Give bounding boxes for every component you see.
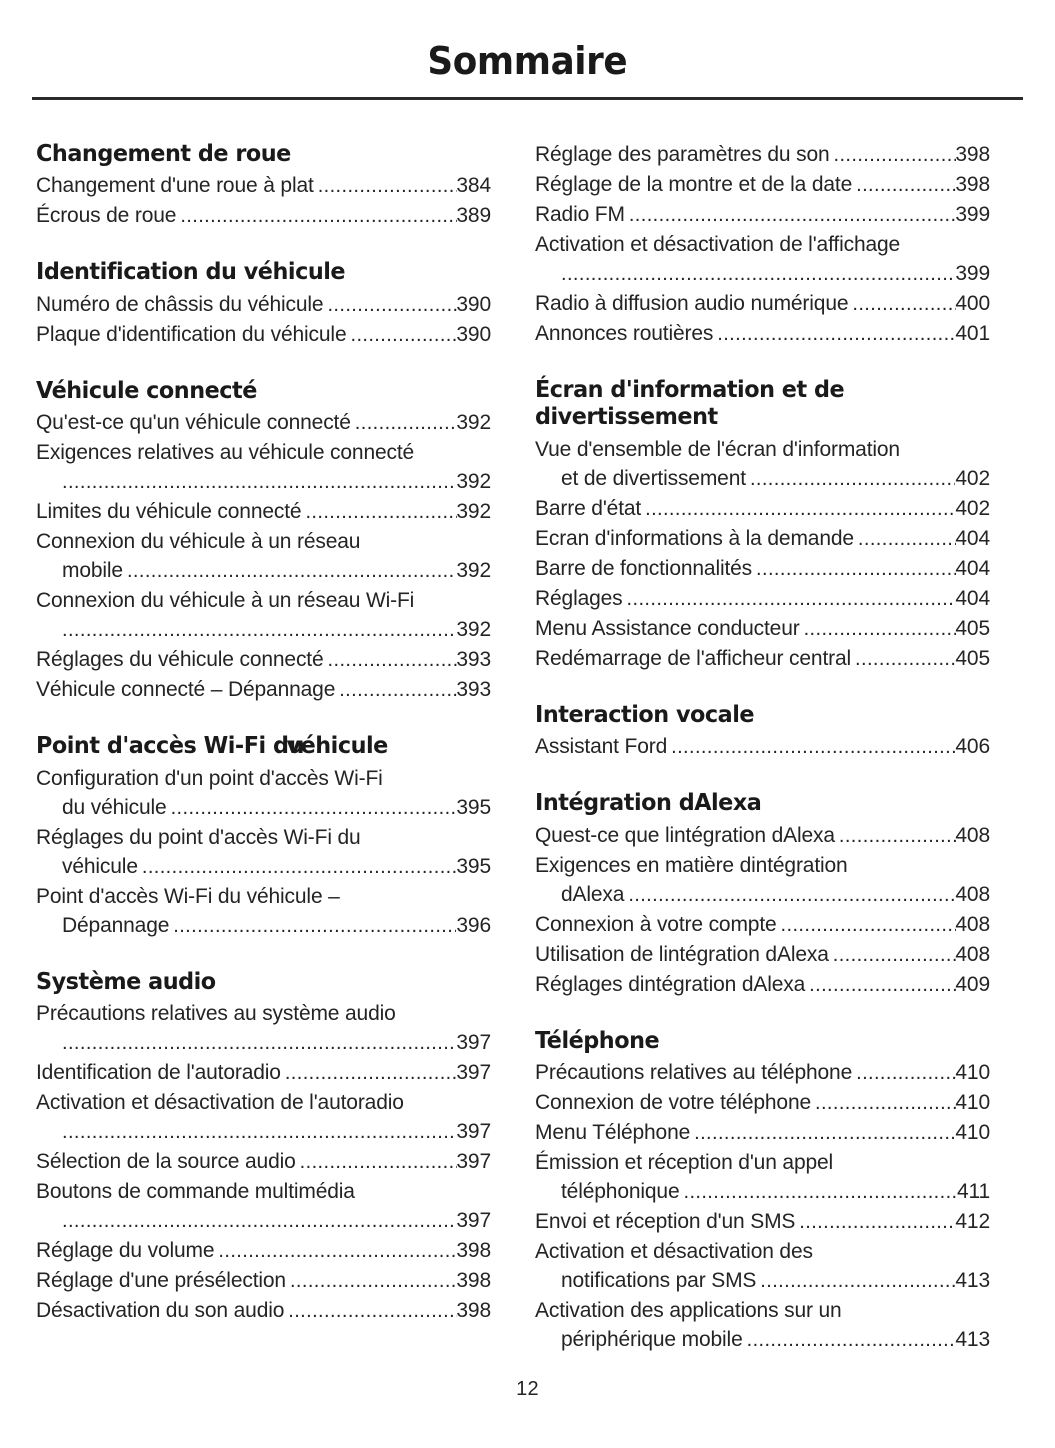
toc-entry-label: Connexion du véhicule à un réseau Wi-Fi [36,589,415,613]
toc-entry-line [535,1207,990,1237]
toc-entry-line [36,171,491,201]
toc-section [535,701,990,762]
leader-dots [856,1059,956,1088]
leader-dots [756,555,956,584]
toc-entry[interactable] [535,851,990,910]
toc-entry-line [535,319,990,349]
leader-dots [561,260,955,289]
leader-dots [127,557,456,586]
toc-section [36,140,491,231]
toc-entry-page-number: 408 [955,823,990,847]
toc-entry-label: Précautions relatives au téléphone [535,1061,853,1085]
toc-entry-label: Configuration d'un point d'accès Wi-Fi [36,766,383,790]
toc-entry-line [535,170,990,200]
header-divider [32,97,1023,100]
leader-dots [683,1178,956,1207]
toc-entry[interactable] [535,940,990,970]
toc-entry-page-number: 413 [955,1269,990,1293]
section-heading [535,701,967,728]
toc-entry-label-continued: dAlexa [561,882,625,906]
toc-entry-label: Limites du véhicule connecté [36,500,302,524]
toc-entry-line [36,852,491,882]
leader-dots [804,615,957,644]
toc-entry-page-number: 398 [456,1239,491,1263]
leader-dots [717,320,956,349]
toc-entry[interactable] [36,1147,491,1177]
toc-entry-page-number: 404 [955,586,990,610]
toc-entry-label: Vue d'ensemble de l'écran d'information [535,437,900,461]
section-heading [36,140,468,167]
toc-entry-label: Activation et désactivation de l'autoradio [36,1091,404,1115]
toc-entry[interactable] [535,1148,990,1207]
toc-entry-label-continued: téléphonique [561,1180,680,1204]
leader-dots [834,141,957,170]
leader-dots [62,616,456,645]
section-heading-line: Point d'accès Wi-Fi du [36,731,304,760]
toc-entry-page-number: 392 [456,470,491,494]
toc-entry-line [36,1028,491,1058]
toc-entry-label: Exigences en matière dintégration [535,853,848,877]
leader-dots [856,171,956,200]
toc-entry[interactable] [535,644,990,674]
toc-entry-line [36,497,491,527]
toc-entry-line [535,940,990,970]
toc-entry[interactable] [535,200,990,230]
toc-entry[interactable] [535,970,990,1000]
toc-entry[interactable] [535,910,990,940]
toc-entry[interactable] [36,527,491,586]
toc-entry-line [535,494,990,524]
leader-dots [852,290,956,319]
toc-entry-page-number: 390 [456,322,491,346]
leader-dots [355,409,458,438]
toc-entry-line [36,645,491,675]
toc-entry-line [36,408,491,438]
toc-entry-page-number: 400 [955,292,990,315]
toc-entry-label: Menu Téléphone [535,1121,691,1145]
toc-entry-page-number: 393 [456,678,491,702]
toc-entry-line [535,1088,990,1118]
toc-entry[interactable] [36,1177,491,1236]
toc-entry-label: Activation et désactivation des [535,1240,813,1264]
toc-entry-label: Sélection de la source audio [36,1150,296,1174]
toc-entry-page-number: 412 [955,1210,990,1234]
toc-section [36,732,491,940]
leader-dots [285,1059,458,1088]
toc-entry-label: Numéro de châssis du véhicule [36,292,324,316]
toc-entry-line [535,1266,990,1296]
section-heading [36,968,468,995]
toc-entry-line [36,467,491,497]
toc-entry-line [535,259,990,289]
leader-dots [290,1267,457,1296]
toc-entry-page-number: 410 [955,1121,990,1145]
toc-entry-page-number: 409 [955,972,990,996]
toc-section [535,789,990,999]
toc-entry-label: Connexion du véhicule à un réseau [36,530,361,554]
toc-entry-label: Écrous de roue [36,204,177,228]
toc-entry-page-number: 402 [955,466,990,490]
section-heading-line: Véhicule connecté [36,375,257,404]
toc-entry-line [36,1058,491,1088]
leader-dots [750,465,955,494]
toc-entry-label: Connexion de votre téléphone [535,1091,812,1115]
toc-entry-line [36,1206,491,1236]
folio-page-number: 12 [516,1378,539,1400]
leader-dots [300,1148,458,1177]
leader-dots [305,498,457,527]
section-heading-line: Changement de roue [36,139,291,167]
leader-dots [62,1118,456,1147]
toc-entry[interactable] [36,1236,491,1266]
toc-entry-line [535,1177,990,1207]
toc-entry-page-number: 399 [955,203,990,226]
toc-entry-label: Menu Assistance conducteur [535,616,800,640]
toc-entry-label: Émission et réception d'un appel [535,1151,834,1175]
toc-entry-page-number: 405 [955,646,990,670]
toc-entry-label: Radio à diffusion audio numérique [535,292,849,315]
toc-entry-line [535,614,990,644]
toc-section [535,1027,990,1355]
leader-dots [328,646,458,675]
toc-entry-page-number: 392 [456,411,491,435]
toc-entry-page-number: 398 [955,143,990,166]
toc-entry-label-continued: mobile [62,559,123,583]
leader-dots [799,1208,956,1237]
leader-dots [318,172,458,201]
toc-entry-page-number: 404 [955,526,990,550]
toc-entry-line [535,644,990,674]
toc-entry-label: Activation et désactivation de l'affichage [535,233,901,256]
toc-entry-page-number: 410 [955,1061,990,1085]
leader-dots [760,1267,955,1296]
toc-entry-label: Utilisation de lintégration dAlexa [535,942,829,966]
left-column [36,140,491,1326]
toc-entry-label: Désactivation du son audio [36,1299,285,1323]
toc-entry-label: Réglage des paramètres du son [535,143,830,166]
toc-entry-page-number: 408 [955,882,990,906]
leader-dots [809,971,956,1000]
toc-entry-label: Changement d'une roue à plat [36,174,314,198]
toc-entry[interactable] [36,497,491,527]
leader-dots [815,1089,956,1118]
toc-entry[interactable] [535,170,990,200]
leader-dots [288,1297,457,1326]
toc-entry-page-number: 389 [456,204,491,228]
toc-entry[interactable] [535,140,990,170]
right-column [535,140,990,1355]
toc-entry[interactable] [535,554,990,584]
toc-entry-page-number: 406 [955,735,990,759]
toc-entry-label-continued: Dépannage [62,913,170,937]
toc-entry-page-number: 398 [456,1299,491,1323]
toc-entry-label: Redémarrage de l'afficheur central [535,646,852,670]
toc-entry-line [36,1147,491,1177]
toc-entry-line [36,1266,491,1296]
toc-entry-line [36,1296,491,1326]
toc-entry[interactable] [36,1296,491,1326]
toc-entry-page-number: 392 [456,618,491,642]
leader-dots [645,495,956,524]
leader-dots [350,321,457,350]
toc-entry-label-continued: notifications par SMS [561,1269,757,1293]
toc-entry[interactable] [535,230,990,289]
leader-dots [858,525,956,554]
toc-entry-line [36,793,491,823]
toc-entry-line [535,289,990,319]
toc-entry-line [36,1117,491,1147]
toc-entry-label: Plaque d'identification du véhicule [36,322,347,346]
toc-entry-line [535,1058,990,1088]
toc-entry-line [535,464,990,494]
toc-section [36,968,491,1326]
leader-dots [833,941,957,970]
toc-entry-line [535,732,990,762]
toc-entry-label: Véhicule connecté – Dépannage [36,678,336,702]
section-heading [535,376,967,431]
toc-entry-page-number: 401 [955,322,990,345]
leader-dots [781,911,957,940]
toc-entry[interactable] [36,882,491,941]
toc-entry-page-number: 393 [456,648,491,672]
toc-entry-line [36,911,491,941]
leader-dots [629,201,957,230]
toc-entry-label: Activation des applications sur un [535,1299,842,1323]
toc-entry[interactable] [36,675,491,705]
toc-entry-label: Réglage d'une présélection [36,1269,286,1293]
toc-entry[interactable] [36,438,491,497]
toc-entry-line [36,201,491,231]
toc-section [36,377,491,705]
leader-dots [62,1207,456,1236]
toc-entry-page-number: 410 [955,1091,990,1115]
toc-entry-line [535,970,990,1000]
section-heading-line: Interaction vocale [535,699,755,728]
toc-entry[interactable] [36,999,491,1058]
toc-entry-label: Envoi et réception d'un SMS [535,1210,796,1234]
leader-dots [142,853,457,882]
leader-dots [171,794,457,823]
toc-entry-page-number: 411 [956,1180,990,1204]
toc-entry-label: Réglages dintégration dAlexa [535,972,806,996]
toc-entry-page-number: 399 [955,262,990,285]
toc-entry-label: Point d'accès Wi-Fi du véhicule – [36,884,340,908]
toc-entry[interactable] [36,320,491,350]
toc-entry-page-number: 397 [456,1150,491,1174]
toc-entry-line [36,556,491,586]
toc-entry-line [36,290,491,320]
toc-entry-page-number: 405 [955,616,990,640]
toc-entry-line [36,320,491,350]
page-footer [0,1378,1055,1401]
toc-entry-label: Précautions relatives au système audio [36,1002,396,1026]
toc-entry-label: Ecran d'informations à la demande [535,526,854,550]
toc-entry-page-number: 398 [456,1269,491,1293]
toc-entry-page-number: 397 [456,1061,491,1085]
toc-entry-line [535,584,990,614]
toc-entry-label: Connexion à votre compte [535,912,777,936]
toc-entry-line [535,880,990,910]
toc-section [535,140,990,349]
section-heading-line: divertissement [535,402,718,431]
toc-entry-line [535,524,990,554]
toc-entry[interactable] [535,821,990,851]
toc-entry-page-number: 392 [456,500,491,524]
toc-entry-page-number: 397 [456,1120,491,1144]
toc-entry-page-number: 408 [955,942,990,966]
section-heading-line: Intégration dAlexa [535,788,762,817]
toc-entry[interactable] [36,823,491,882]
toc-entry-page-number: 404 [955,556,990,580]
toc-section [535,376,990,674]
toc-entry[interactable] [36,290,491,320]
toc-entry-line [36,1236,491,1266]
leader-dots [855,645,956,674]
toc-columns [36,140,1021,1355]
toc-entry[interactable] [535,494,990,524]
toc-entry[interactable] [535,319,990,349]
toc-entry-label-continued: et de divertissement [561,466,746,490]
toc-entry-page-number: 395 [456,854,491,878]
section-heading-line: Téléphone [535,1025,660,1054]
toc-entry-page-number: 413 [955,1328,990,1352]
leader-dots [671,733,956,762]
leader-dots [627,585,957,614]
toc-entry-page-number: 397 [456,1031,491,1055]
toc-entry-page-number: 398 [955,173,990,196]
toc-entry-label: Réglages [535,586,623,610]
toc-entry-label: Radio FM [535,203,625,226]
leader-dots [62,1029,456,1058]
toc-entry-line [36,675,491,705]
toc-entry[interactable] [36,1058,491,1088]
toc-entry[interactable] [36,201,491,231]
toc-entry-label: Réglages du véhicule connecté [36,648,324,672]
toc-entry[interactable] [535,1118,990,1148]
toc-entry-line [36,615,491,645]
toc-entry[interactable] [36,171,491,201]
toc-entry[interactable] [36,408,491,438]
toc-entry-line [535,200,990,230]
toc-entry[interactable] [535,289,990,319]
toc-entry-label-continued: périphérique mobile [561,1328,743,1352]
toc-entry-label: Assistant Ford [535,735,668,759]
toc-entry-label: Barre de fonctionnalités [535,556,753,580]
toc-entry[interactable] [535,732,990,762]
section-heading-line: Écran d'information et de [535,375,845,403]
section-heading [535,789,967,816]
toc-entry-page-number: 384 [456,174,491,198]
leader-dots [694,1119,956,1148]
leader-dots [180,202,457,231]
section-heading [36,732,468,759]
toc-entry[interactable] [36,1266,491,1296]
section-heading [36,258,468,285]
toc-entry-label: Boutons de commande multimédia [36,1180,355,1204]
toc-entry[interactable] [535,435,990,494]
leader-dots [62,468,456,497]
toc-entry[interactable] [535,1058,990,1088]
section-heading-line: véhicule [286,731,388,760]
toc-entry-page-number: 402 [955,496,990,520]
toc-entry-line [535,910,990,940]
toc-entry-page-number: 392 [456,559,491,583]
toc-entry-label-continued: du véhicule [62,795,167,819]
toc-entry-line [535,554,990,584]
toc-entry[interactable] [535,524,990,554]
leader-dots [327,291,457,320]
toc-entry[interactable] [535,1207,990,1237]
toc-entry[interactable] [535,614,990,644]
toc-entry-page-number: 395 [456,795,491,819]
toc-entry[interactable] [36,586,491,645]
section-heading-line: Identification du véhicule [36,257,346,286]
toc-entry-label: Réglage de la montre et de la date [535,173,853,196]
toc-entry[interactable] [535,1296,990,1355]
toc-entry-label: Barre d'état [535,496,642,520]
toc-entry-line [535,140,990,170]
toc-section [36,258,491,349]
section-heading [36,377,468,404]
toc-entry-label: Réglages du point d'accès Wi-Fi du [36,825,361,849]
section-heading [535,1027,967,1054]
toc-entry-label: Annonces routières [535,322,714,345]
toc-entry-label: Exigences relatives au véhicule connecté [36,441,415,465]
toc-entry-page-number: 408 [955,912,990,936]
toc-entry-label-continued: véhicule [62,854,138,878]
toc-entry[interactable] [36,1088,491,1147]
leader-dots [339,676,457,705]
leader-dots [628,881,955,910]
section-heading-line: Système audio [36,966,216,995]
toc-entry[interactable] [36,764,491,823]
toc-entry-label: Quest-ce que lintégration dAlexa [535,823,835,847]
toc-entry-label: Identification de l'autoradio [36,1061,281,1085]
leader-dots [173,912,456,941]
leader-dots [839,822,957,851]
leader-dots [747,1326,956,1355]
toc-entry-line [535,1325,990,1355]
toc-entry[interactable] [36,645,491,675]
toc-entry[interactable] [535,1088,990,1118]
toc-entry-page-number: 396 [456,913,491,937]
toc-entry[interactable] [535,1237,990,1296]
toc-entry-line [535,1118,990,1148]
page-header [0,39,1055,83]
toc-entry-label: Réglage du volume [36,1239,215,1263]
toc-entry[interactable] [535,584,990,614]
toc-entry-page-number: 390 [456,292,491,316]
toc-entry-line [535,821,990,851]
toc-entry-label: Qu'est-ce qu'un véhicule connecté [36,411,351,435]
leader-dots [218,1237,457,1266]
page-title: Sommaire [427,39,628,83]
toc-entry-page-number: 397 [456,1209,491,1233]
